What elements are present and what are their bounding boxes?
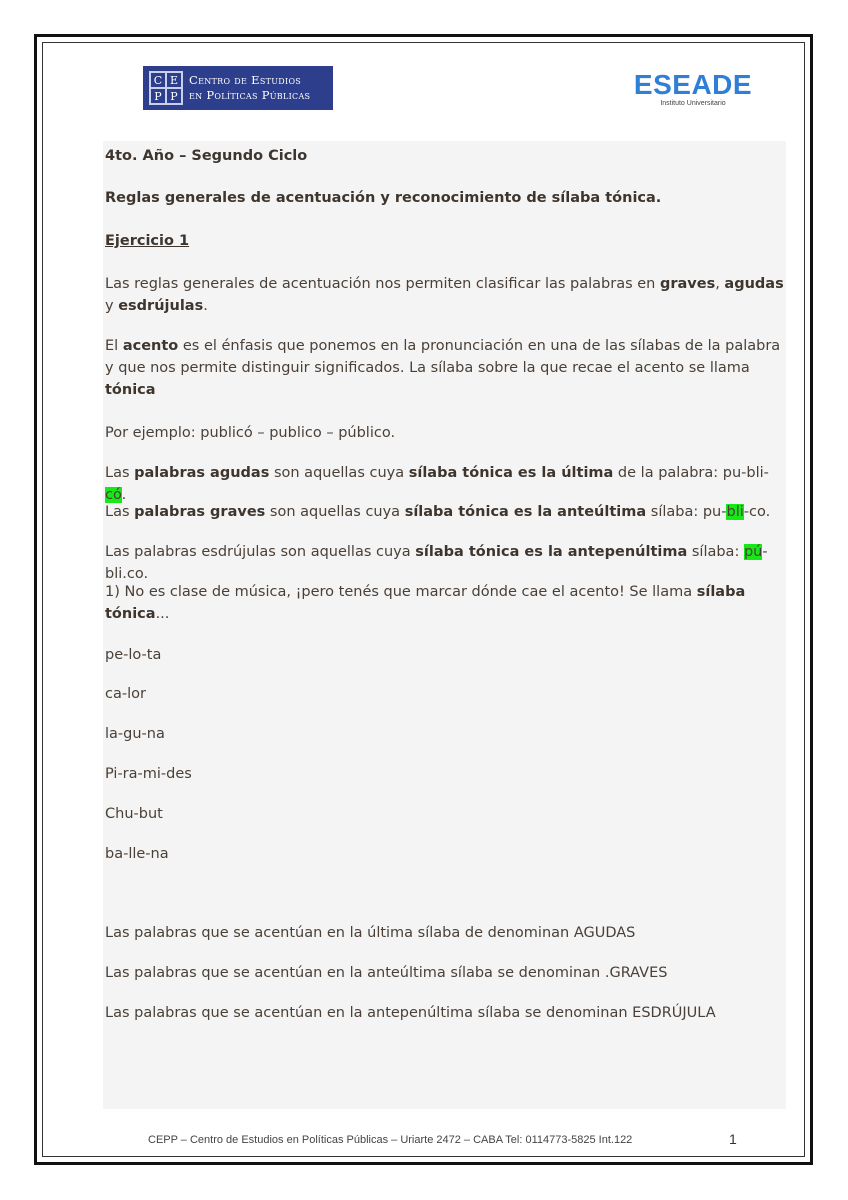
text: Las reglas generales de acentuación nos permiten clasificar las palabras en	[105, 276, 660, 292]
example-line: Por ejemplo: publicó – publico – público.	[105, 425, 396, 441]
term: sílaba tónica es la última	[408, 465, 614, 481]
text: -bli.co.	[105, 544, 768, 582]
term: palabras graves	[134, 504, 266, 520]
text: son aquellas cuya	[265, 504, 405, 520]
cepp-logo-mark	[149, 71, 183, 105]
highlighted-syllable: bli	[726, 504, 744, 520]
grade-heading: 4to. Año – Segundo Ciclo	[105, 148, 308, 164]
page-border	[34, 34, 813, 1165]
term-tonica: tónica	[105, 382, 156, 398]
text: .	[121, 487, 127, 503]
cepp-letter: P	[150, 88, 166, 104]
text: 1) No es clase de música, ¡pero tenés que marcar dónde cae el acento! Se llama	[105, 584, 697, 600]
intro-paragraph	[105, 273, 785, 317]
term: sílaba tónica es la antepenúltima	[415, 544, 688, 560]
term-agudas: agudas	[724, 276, 784, 292]
footer-text: CEPP – Centro de Estudios en Políticas Públicas – Uriarte 2472 – CABA Tel: 0114773-5825 Int.122	[148, 1134, 633, 1146]
word-item: ca-lor	[105, 686, 146, 702]
text: ...	[155, 606, 170, 622]
text: -co.	[743, 504, 771, 520]
text: es el énfasis que ponemos en la pronunciación en una de las sílabas de la palabra y que nos permite distinguir significados. La sílaba sobre la que recae el acento se llama	[105, 338, 781, 376]
word-item: Pi-ra-mi-des	[105, 766, 192, 782]
text: de la palabra: pu-bli-	[613, 465, 769, 481]
text: y	[105, 298, 119, 314]
highlighted-syllable: pú	[743, 544, 763, 560]
agudas-rule	[105, 462, 785, 506]
term-esdrujulas: esdrújulas	[118, 298, 204, 314]
text: sílaba: pu-	[646, 504, 727, 520]
term-acento: acento	[122, 338, 179, 354]
highlighted-syllable: có	[105, 487, 122, 503]
text: son aquellas cuya	[269, 465, 409, 481]
word-item: Chu-but	[105, 806, 163, 822]
graves-rule	[105, 501, 785, 523]
cepp-logo	[143, 66, 333, 110]
eseade-logo-name: ESEADE	[633, 69, 753, 100]
accent-paragraph	[105, 335, 785, 401]
summary-line: Las palabras que se acentúan en la anteúltima sílaba se denominan .GRAVES	[105, 965, 668, 981]
cepp-letter: C	[150, 72, 166, 88]
page	[42, 42, 805, 1157]
cepp-letter: E	[166, 72, 182, 88]
word-item: pe-lo-ta	[105, 647, 162, 663]
cepp-logo-text	[189, 73, 310, 103]
page-number: 1	[729, 1131, 737, 1147]
text: Las	[105, 465, 135, 481]
text: El	[105, 338, 123, 354]
document-title: Reglas generales de acentuación y reconocimiento de sílaba tónica.	[105, 190, 662, 206]
exercise-heading: Ejercicio 1	[105, 233, 190, 249]
text: .	[203, 298, 208, 314]
term: sílaba tónica es la anteúltima	[404, 504, 647, 520]
cepp-logo-line1: Centro de Estudios	[189, 73, 302, 87]
text: ,	[715, 276, 725, 292]
question-1	[105, 581, 785, 625]
cepp-letter: P	[166, 88, 182, 104]
word-item: ba-lle-na	[105, 846, 169, 862]
esdrujulas-rule	[105, 541, 785, 585]
eseade-logo	[628, 70, 758, 108]
word-item: la-gu-na	[105, 726, 165, 742]
eseade-logo-tagline: Instituto Universitario	[660, 100, 726, 107]
text: Las palabras esdrújulas son aquellas cuya	[105, 544, 416, 560]
summary-line: Las palabras que se acentúan en la antepenúltima sílaba se denominan ESDRÚJULA	[105, 1005, 716, 1021]
text: Las	[105, 504, 135, 520]
term: palabras agudas	[134, 465, 270, 481]
cepp-logo-line2: en Políticas Públicas	[189, 88, 311, 102]
text: sílaba:	[687, 544, 744, 560]
term-graves: graves	[659, 276, 716, 292]
term: sílaba tónica	[105, 584, 746, 622]
summary-line: Las palabras que se acentúan en la última sílaba de denominan AGUDAS	[105, 925, 636, 941]
